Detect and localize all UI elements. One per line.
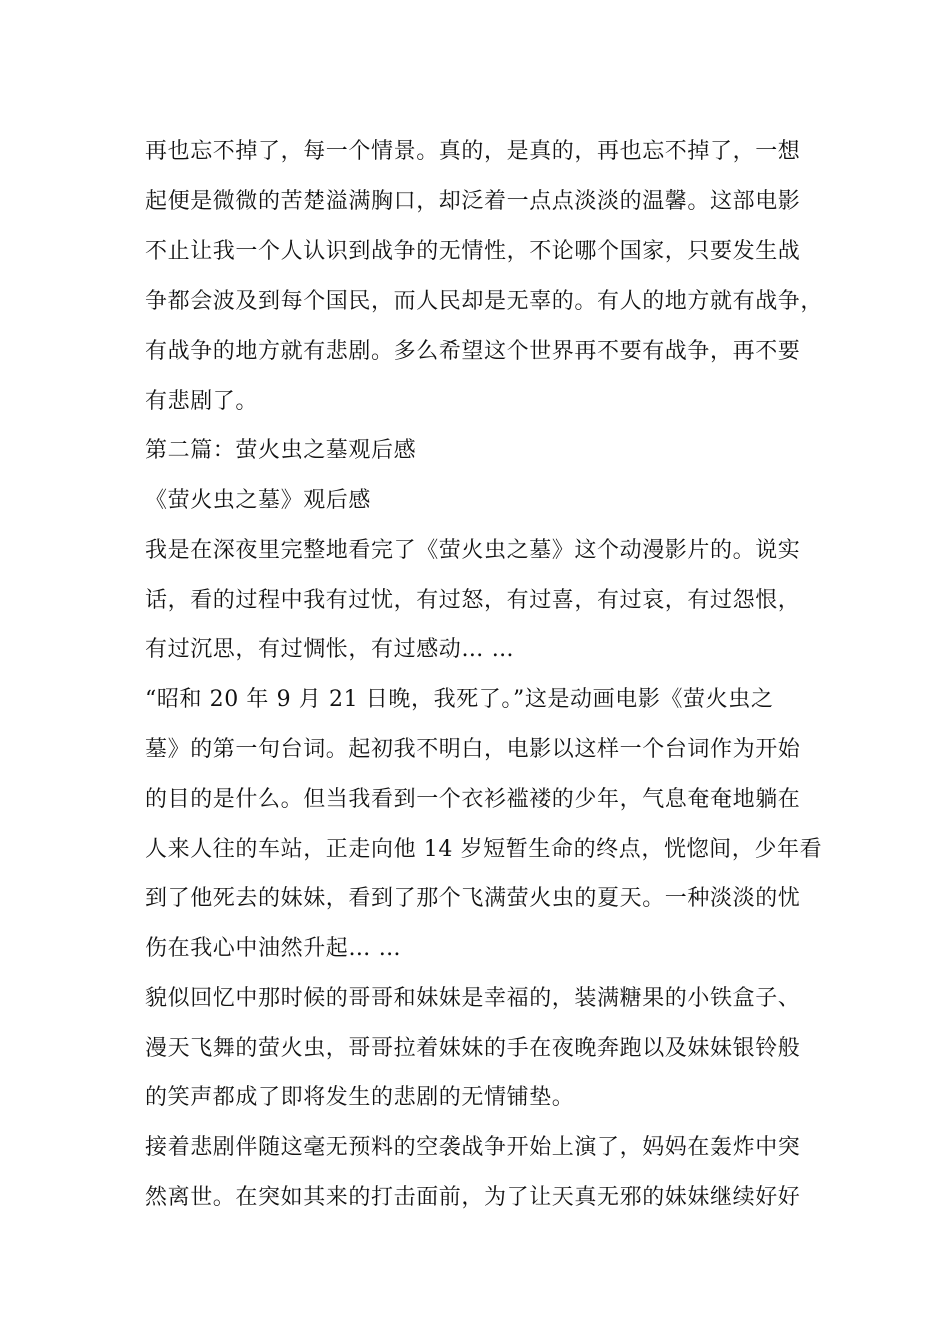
text-line: 漫天飞舞的萤火虫，哥哥拉着妹妹的手在夜晚奔跑以及妹妹银铃般	[145, 1036, 801, 1061]
article-title: 《萤火虫之墓》观后感	[145, 488, 372, 513]
text-line: 我是在深夜里完整地看完了《萤火虫之墓》这个动漫影片的。说实	[145, 538, 801, 563]
text-line: 的笑声都成了即将发生的悲剧的无情铺垫。	[145, 1085, 575, 1110]
text-line: 有悲剧了。	[145, 389, 259, 414]
text-line: 接着悲剧伴随这毫无预料的空袭战争开始上演了，妈妈在轰炸中突	[145, 1135, 801, 1160]
text-line: 人来人往的车站，正走向他 14 岁短暂生命的终点，恍惚间，少年看	[145, 837, 823, 862]
text-line: 的目的是什么。但当我看到一个衣衫褴褛的少年，气息奄奄地躺在	[145, 787, 801, 812]
text-line: 再也忘不掉了，每一个情景。真的，是真的，再也忘不掉了，一想	[145, 139, 801, 164]
section-heading: 第二篇：萤火虫之墓观后感	[145, 438, 417, 463]
text-line: 话，看的过程中我有过忧，有过怒，有过喜，有过哀，有过怨恨，	[145, 588, 801, 613]
text-line: 到了他死去的妹妹，看到了那个飞满萤火虫的夏天。一种淡淡的忧	[145, 886, 801, 911]
text-line: 不止让我一个人认识到战争的无情性，不论哪个国家，只要发生战	[145, 239, 801, 264]
text-line: 有战争的地方就有悲剧。多么希望这个世界再不要有战争，再不要	[145, 339, 801, 364]
text-line: 争都会波及到每个国民，而人民却是无辜的。有人的地方就有战争，	[145, 289, 824, 314]
text-line: 墓》的第一句台词。起初我不明白，电影以这样一个台词作为开始	[145, 737, 801, 762]
text-line: “昭和 20 年 9 月 21 日晚，我死了。”这是动画电影《萤火虫之	[145, 687, 774, 712]
text-line: 貌似回忆中那时候的哥哥和妹妹是幸福的，装满糖果的小铁盒子、	[145, 986, 801, 1011]
text-line: 起便是微微的苦楚溢满胸口，却泛着一点点淡淡的温馨。这部电影	[145, 189, 801, 214]
text-line: 然离世。在突如其来的打击面前，为了让天真无邪的妹妹继续好好	[145, 1185, 801, 1210]
text-line: 伤在我心中油然升起… …	[145, 936, 402, 961]
text-line: 有过沉思，有过惆怅，有过感动… …	[145, 637, 515, 662]
